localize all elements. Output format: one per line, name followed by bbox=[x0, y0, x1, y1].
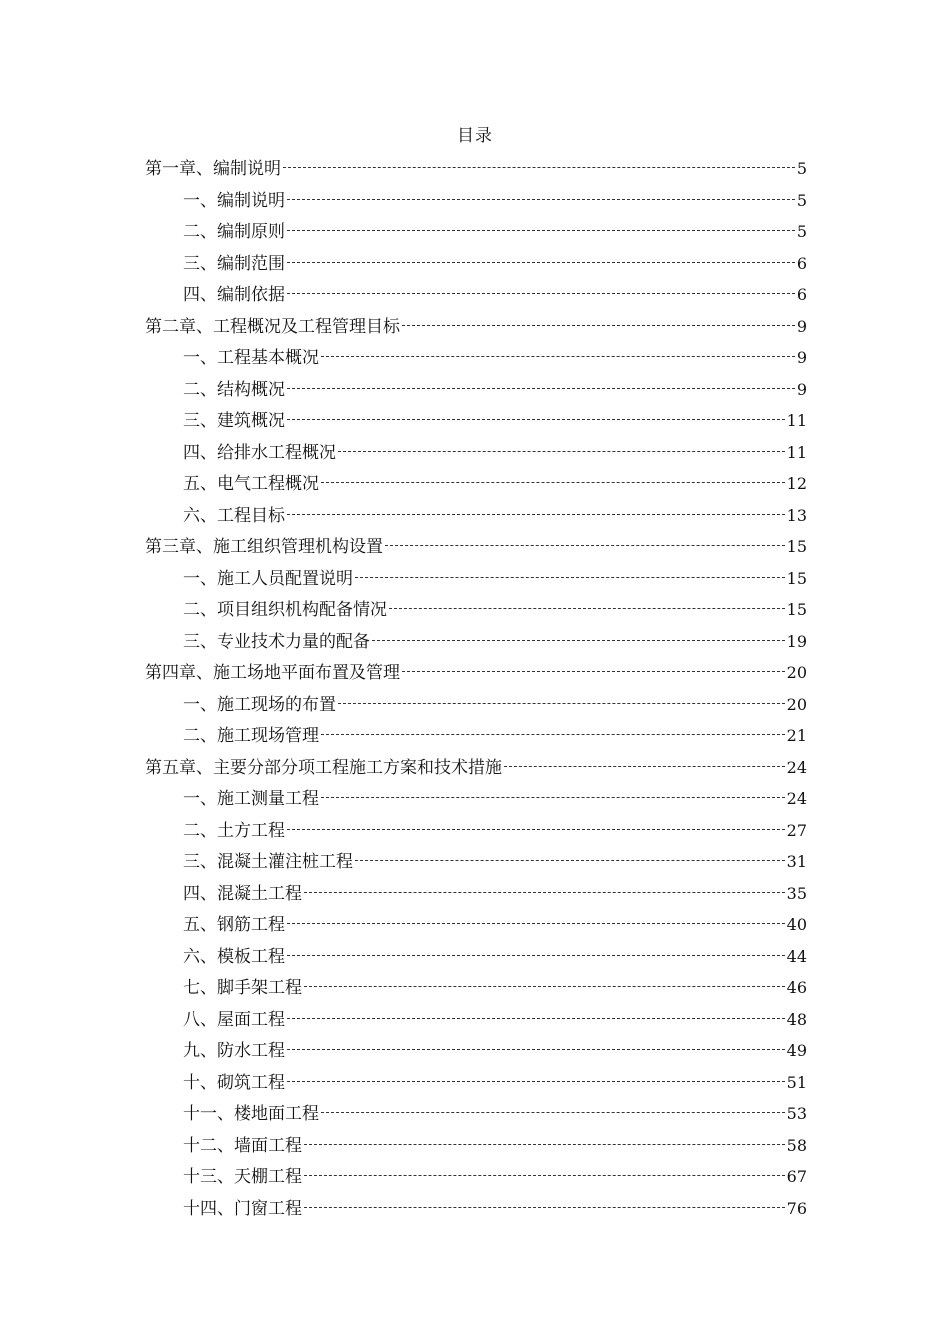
toc-section-entry[interactable] bbox=[145, 185, 807, 217]
toc-dot-leader bbox=[283, 167, 795, 168]
toc-page-number: 20 bbox=[786, 694, 807, 714]
toc-dot-leader bbox=[338, 703, 785, 704]
toc-dot-leader bbox=[321, 797, 785, 798]
toc-dot-leader bbox=[385, 545, 785, 546]
toc-dot-leader bbox=[287, 199, 795, 200]
toc-dot-leader bbox=[402, 325, 795, 326]
toc-entry-label: 二、编制原则 bbox=[183, 222, 285, 242]
toc-section-entry[interactable] bbox=[145, 815, 807, 847]
toc-page-number: 19 bbox=[786, 631, 807, 651]
toc-chapter-entry[interactable] bbox=[145, 153, 807, 185]
toc-dot-leader bbox=[321, 482, 785, 483]
toc-page-number: 20 bbox=[786, 663, 807, 682]
toc-dot-leader bbox=[287, 1081, 785, 1082]
toc-dot-leader bbox=[304, 1175, 785, 1176]
toc-dot-leader bbox=[372, 640, 785, 641]
toc-entry-label: 五、电气工程概况 bbox=[183, 474, 319, 494]
toc-section-entry[interactable] bbox=[145, 248, 807, 280]
toc-page-number: 5 bbox=[796, 159, 807, 178]
toc-dot-leader bbox=[304, 986, 785, 987]
toc-dot-leader bbox=[389, 608, 785, 609]
toc-page-number: 24 bbox=[786, 789, 807, 808]
toc-dot-leader bbox=[355, 577, 785, 578]
toc-chapter-entry[interactable] bbox=[145, 752, 807, 784]
toc-page-number: 67 bbox=[786, 1167, 807, 1186]
toc-page-number: 5 bbox=[796, 190, 807, 210]
toc-page-number: 13 bbox=[786, 505, 807, 525]
toc-page-number: 27 bbox=[786, 820, 807, 840]
toc-entry-label: 二、项目组织机构配备情况 bbox=[183, 600, 387, 620]
toc-chapter-entry[interactable] bbox=[145, 311, 807, 343]
toc-page-number: 12 bbox=[786, 474, 807, 493]
toc-entry-label: 第二章、工程概况及工程管理目标 bbox=[145, 316, 400, 337]
toc-page-number: 9 bbox=[796, 348, 807, 367]
toc-page-number: 11 bbox=[786, 411, 807, 430]
toc-entry-label: 四、给排水工程概况 bbox=[183, 442, 336, 463]
toc-page-number: 53 bbox=[786, 1104, 807, 1123]
toc-dot-leader bbox=[304, 1144, 785, 1145]
toc-chapter-entry[interactable] bbox=[145, 657, 807, 689]
toc-section-entry[interactable] bbox=[145, 1130, 807, 1162]
toc-page-number: 15 bbox=[786, 600, 807, 619]
toc-section-entry[interactable] bbox=[145, 1098, 807, 1130]
toc-section-entry[interactable] bbox=[145, 342, 807, 374]
toc-section-entry[interactable] bbox=[145, 1067, 807, 1099]
toc-dot-leader bbox=[287, 388, 795, 389]
toc-page-number: 51 bbox=[786, 1072, 807, 1092]
toc-section-entry[interactable] bbox=[145, 626, 807, 658]
toc-entry-label: 七、脚手架工程 bbox=[183, 978, 302, 998]
toc-dot-leader bbox=[287, 955, 785, 956]
toc-page-number: 48 bbox=[786, 1009, 807, 1029]
toc-page-number: 5 bbox=[796, 222, 807, 241]
toc-entry-label: 四、混凝土工程 bbox=[183, 883, 302, 904]
toc-entry-label: 第三章、施工组织管理机构设置 bbox=[145, 537, 383, 557]
toc-entry-label: 十四、门窗工程 bbox=[183, 1198, 302, 1219]
toc-page-number: 40 bbox=[786, 915, 807, 934]
toc-entry-label: 三、建筑概况 bbox=[183, 411, 285, 431]
toc-dot-leader bbox=[321, 356, 795, 357]
toc-section-entry[interactable] bbox=[145, 1161, 807, 1193]
toc-section-entry[interactable] bbox=[145, 468, 807, 500]
toc-page-number: 11 bbox=[786, 442, 807, 462]
toc-dot-leader bbox=[304, 892, 785, 893]
toc-section-entry[interactable] bbox=[145, 437, 807, 469]
toc-page-number: 24 bbox=[786, 757, 807, 777]
toc-dot-leader bbox=[287, 419, 785, 420]
toc-dot-leader bbox=[287, 230, 795, 231]
toc-page-number: 46 bbox=[786, 978, 807, 997]
toc-page-number: 76 bbox=[786, 1198, 807, 1218]
toc-section-entry[interactable] bbox=[145, 405, 807, 437]
toc-section-entry[interactable] bbox=[145, 846, 807, 878]
toc-page-number: 9 bbox=[796, 379, 807, 399]
toc-section-entry[interactable] bbox=[145, 878, 807, 910]
toc-dot-leader bbox=[504, 766, 785, 767]
toc-entry-label: 三、编制范围 bbox=[183, 253, 285, 274]
toc-entry-label: 二、土方工程 bbox=[183, 820, 285, 841]
toc-section-entry[interactable] bbox=[145, 594, 807, 626]
toc-entry-label: 一、施工测量工程 bbox=[183, 789, 319, 809]
toc-dot-leader bbox=[304, 1207, 785, 1208]
toc-page-number: 15 bbox=[786, 537, 807, 556]
toc-dot-leader bbox=[287, 1049, 785, 1050]
toc-page-number: 9 bbox=[796, 316, 807, 336]
toc-entry-label: 一、施工人员配置说明 bbox=[183, 568, 353, 589]
toc-page-number: 49 bbox=[786, 1041, 807, 1060]
toc-page-number: 6 bbox=[796, 253, 807, 273]
toc-dot-leader bbox=[402, 671, 785, 672]
toc-entry-label: 第一章、编制说明 bbox=[145, 159, 281, 179]
toc-entry-label: 三、专业技术力量的配备 bbox=[183, 631, 370, 652]
toc-entry-label: 第五章、主要分部分项工程施工方案和技术措施 bbox=[145, 757, 502, 778]
toc-section-entry[interactable] bbox=[145, 689, 807, 721]
toc-section-entry[interactable] bbox=[145, 1004, 807, 1036]
toc-section-entry[interactable] bbox=[145, 720, 807, 752]
toc-section-entry[interactable] bbox=[145, 941, 807, 973]
toc-dot-leader bbox=[287, 514, 785, 515]
toc-page-number: 58 bbox=[786, 1135, 807, 1155]
toc-entry-label: 六、模板工程 bbox=[183, 946, 285, 967]
toc-list bbox=[145, 153, 807, 1224]
toc-dot-leader bbox=[321, 1112, 785, 1113]
toc-section-entry[interactable] bbox=[145, 279, 807, 311]
toc-dot-leader bbox=[321, 734, 785, 735]
toc-page-number: 15 bbox=[786, 568, 807, 588]
toc-entry-label: 一、施工现场的布置 bbox=[183, 694, 336, 715]
toc-title: 目录 bbox=[457, 126, 493, 146]
toc-dot-leader bbox=[287, 829, 785, 830]
toc-entry-label: 三、混凝土灌注桩工程 bbox=[183, 852, 353, 872]
toc-dot-leader bbox=[287, 923, 785, 924]
toc-entry-label: 九、防水工程 bbox=[183, 1041, 285, 1061]
toc-entry-label: 十一、楼地面工程 bbox=[183, 1104, 319, 1124]
toc-entry-label: 四、编制依据 bbox=[183, 285, 285, 305]
toc-dot-leader bbox=[287, 262, 795, 263]
toc-entry-label: 十三、天棚工程 bbox=[183, 1167, 302, 1187]
toc-section-entry[interactable] bbox=[145, 909, 807, 941]
toc-page-number: 6 bbox=[796, 285, 807, 304]
toc-entry-label: 五、钢筋工程 bbox=[183, 915, 285, 935]
toc-section-entry[interactable] bbox=[145, 972, 807, 1004]
toc-entry-label: 八、屋面工程 bbox=[183, 1009, 285, 1030]
toc-entry-label: 二、施工现场管理 bbox=[183, 726, 319, 746]
toc-dot-leader bbox=[287, 1018, 785, 1019]
toc-section-entry[interactable] bbox=[145, 500, 807, 532]
toc-page-number: 21 bbox=[786, 726, 807, 745]
toc-entry-label: 二、结构概况 bbox=[183, 379, 285, 400]
toc-section-entry[interactable] bbox=[145, 783, 807, 815]
toc-section-entry[interactable] bbox=[145, 1193, 807, 1225]
toc-chapter-entry[interactable] bbox=[145, 531, 807, 563]
toc-entry-label: 第四章、施工场地平面布置及管理 bbox=[145, 663, 400, 683]
toc-entry-label: 十二、墙面工程 bbox=[183, 1135, 302, 1156]
toc-section-entry[interactable] bbox=[145, 374, 807, 406]
toc-entry-label: 六、工程目标 bbox=[183, 505, 285, 526]
toc-entry-label: 一、编制说明 bbox=[183, 190, 285, 211]
toc-section-entry[interactable] bbox=[145, 216, 807, 248]
toc-page-number: 35 bbox=[786, 883, 807, 903]
toc-dot-leader bbox=[287, 293, 795, 294]
toc-entry-label: 十、砌筑工程 bbox=[183, 1072, 285, 1093]
toc-page-number: 31 bbox=[786, 852, 807, 871]
toc-entry-label: 一、工程基本概况 bbox=[183, 348, 319, 368]
toc-section-entry[interactable] bbox=[145, 1035, 807, 1067]
toc-section-entry[interactable] bbox=[145, 563, 807, 595]
toc-page-number: 44 bbox=[786, 946, 807, 966]
toc-dot-leader bbox=[355, 860, 785, 861]
toc-dot-leader bbox=[338, 451, 785, 452]
